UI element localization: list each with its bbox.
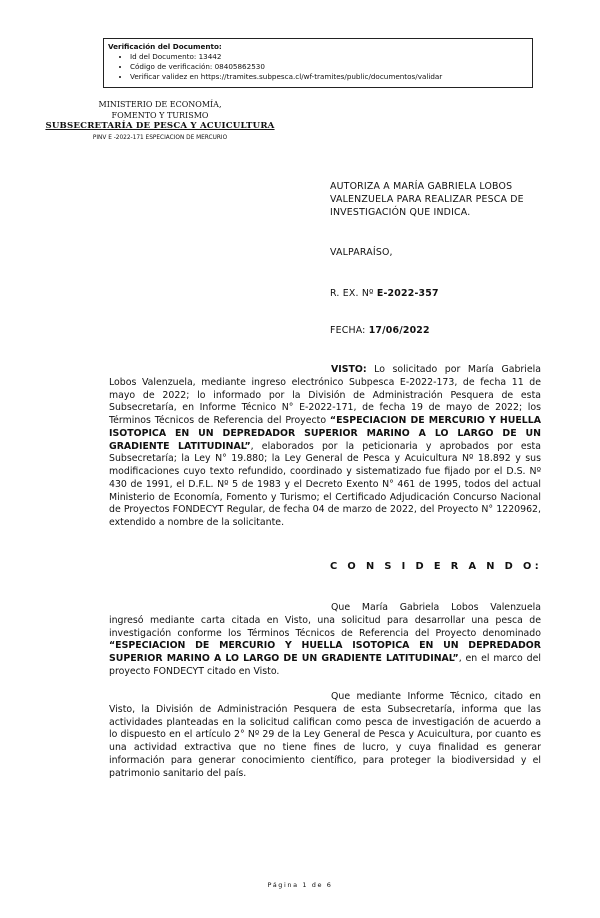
visto-paragraph [109, 364, 541, 530]
p2-text: Que mediante Informe Técnico, citado en Visto, la División de Administración Pesquera de esta Subsecretaría, informa que las actividades planteadas en la solicitud califican como pesca de investigación de acuerdo a lo dispuesto en el artículo 2° Nº 29 de la Ley General de Pesca y Acuicultura, por cuanto es una actividad extractiva que no tiene fines de lucro, y cuya finalidad es generar información para generar conocimiento científico, para proteger la biodiversidad y el patrimonio sanitario del país. [109, 691, 541, 779]
verification-box [103, 38, 533, 88]
document-id: • Id del Documento: 13442 [130, 52, 528, 62]
considerando-paragraph-1 [109, 602, 541, 679]
verification-title: Verificación del Documento: [108, 42, 222, 51]
visto-text-b: , elaborados por la peticionaria y aprobados por esta Subsecretaría; la Ley N° 19.880; la Ley General de Pesca y Acuicultura Nº 18.892 y sus modificaciones cuyo texto refundido, coordinado y sistematizado fue fijado por el D.S. Nº 430 de 1991, el D.F.L. Nº 5 de 1983 y el Decreto Exento N° 461 de 1995, todos del actual Ministerio de Economía, Fomento y Turismo; el Certificado Adjudicación Concurso Nacional de Proyectos FONDECYT Regular, de fecha 04 de marzo de 2022, del Proyecto N° 1220962, extendido a nombre de la solicitante. [109, 440, 541, 528]
visto-project-title: “ESPECIACION DE MERCURIO Y HUELLA ISOTOPICA EN UN DEPREDADOR SUPERIOR MARINO A LO LARGO DE UN GRADIENTE LATITUDINAL” [109, 415, 541, 452]
resolution-number-value: E-2022-357 [376, 288, 439, 299]
verification-list [108, 52, 528, 82]
resolution-number-label: R. EX. Nº [330, 288, 377, 299]
p1-project-title: “ESPECIACION DE MERCURIO Y HUELLA ISOTOPICA EN UN DEPREDADOR SUPERIOR MARINO A LO LARGO DE UN GRADIENTE LATITUDINAL” [109, 640, 541, 664]
p1-text-b: , en el marco del proyecto FONDECYT citado en Visto. [109, 653, 541, 677]
verification-url[interactable]: • Verificar validez en https://tramites.subpesca.cl/wf-tramites/public/documentos/validar [130, 72, 528, 82]
agency-header [40, 99, 280, 144]
date-value: 17/06/2022 [368, 325, 430, 336]
page-number: Página 1 de 6 [267, 881, 333, 889]
city: VALPARAÍSO, [330, 247, 393, 258]
resolution-date [330, 324, 430, 337]
visto-label: VISTO: [331, 364, 367, 375]
ministry-line-2: FOMENTO Y TURISMO [111, 111, 209, 120]
resolution-heading: AUTORIZA A MARÍA GABRIELA LOBOS VALENZUELA PARA REALIZAR PESCA DE INVESTIGACIÓN QUE INDICA. [330, 181, 524, 218]
date-label: FECHA: [330, 325, 369, 336]
considerando-title: C O N S I D E R A N D O: [330, 561, 543, 572]
visto-text-a: Lo solicitado por María Gabriela Lobos Valenzuela, mediante ingreso electrónico Subpesca E-2022-173, de fecha 11 de mayo de 2022; lo informado por la División de Administración Pesquera de esta Subsecretaría, en Informe Técnico N° E-2022-171, de fecha 19 de mayo de 2022; los Términos Técnicos de Referencia del Proyecto [109, 364, 541, 426]
ministry-line-1: MINISTERIO DE ECONOMÍA, [98, 100, 222, 109]
reference-code: PINV E -2022-171 ESPECIACION DE MERCURIO [92, 135, 228, 141]
considerando-paragraph-2 [109, 691, 541, 780]
p1-text-a: Que María Gabriela Lobos Valenzuela ingresó mediante carta citada en Visto, una solicitud para desarrollar una pesca de investigación conforme los Términos Técnicos de Referencia del Proyecto denominado [109, 602, 541, 639]
resolution-number [330, 287, 439, 300]
verification-code: • Código de verificación: 08405862530 [130, 62, 528, 72]
subsecretaria-name: SUBSECRETARÍA DE PESCA Y ACUICULTURA [45, 121, 275, 131]
